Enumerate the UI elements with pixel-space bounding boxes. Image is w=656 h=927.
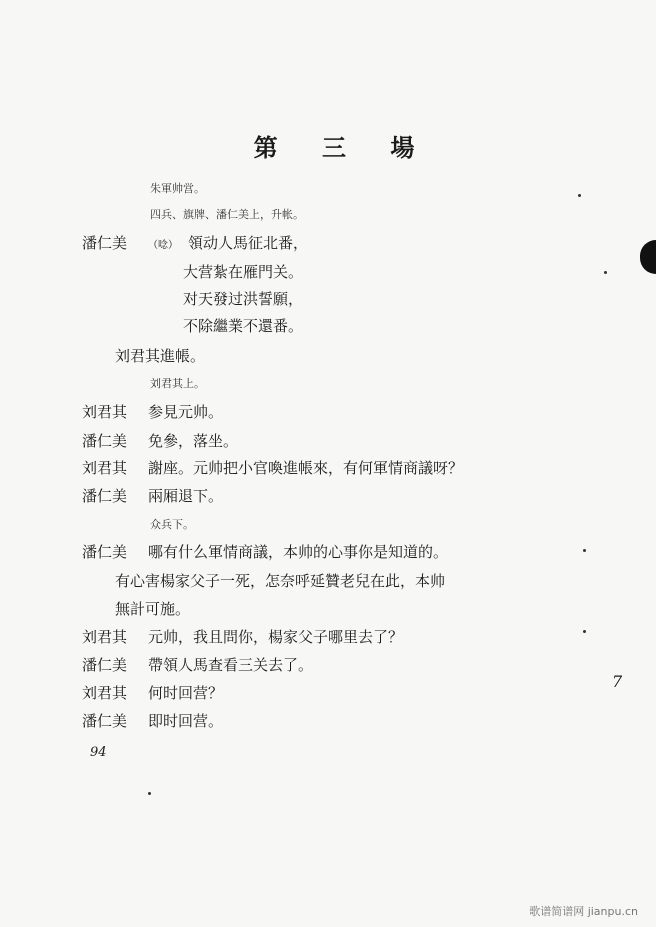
scan-speck [583,549,586,552]
stage-direction: 朱軍帅営。 [150,182,205,195]
stage-direction: 众兵下。 [150,518,194,531]
aside-note: （唸） [148,240,178,251]
speaker-name: 刘君其 [82,403,128,421]
dialogue-text: 領动人馬征北番， [188,234,309,252]
dialogue-text: 免參，落坐。 [148,432,239,450]
speaker-name: 刘君其 [82,459,128,477]
dialogue-line [82,401,223,422]
dialogue-text: 帶領人馬查看三关去了。 [148,656,314,674]
scan-edge-shadow [640,240,656,274]
page-number: 94 [90,745,107,760]
dialogue-text: 参見元帅。 [148,403,224,421]
scan-speck [604,271,607,274]
scan-speck [583,630,586,633]
speaker-name: 刘君其 [82,628,128,646]
dialogue-line [82,682,223,703]
dialogue-line [82,626,403,647]
dialogue-continuation: 有心害楊家父子一死，怎奈呼延贊老兒在此，本帅 [115,572,446,590]
stage-direction: 四兵、旗牌、潘仁美上，升帐。 [150,208,304,221]
speaker-name: 潘仁美 [82,234,128,252]
dialogue-text: 元帅，我且問你，楊家父子哪里去了？ [148,628,404,646]
speaker-name: 潘仁美 [82,656,128,674]
scene-title: 第 三 場 [253,133,433,162]
verse-line: 大营紮在雁門关。 [183,263,304,281]
dialogue-line: 刘君其進帳。 [115,347,206,365]
scan-speck [148,792,151,795]
dialogue-line [82,710,223,731]
margin-mark: 7 [612,672,623,691]
dialogue-line [82,430,238,451]
dialogue-line [82,232,308,253]
dialogue-text: 哪有什么軍情商議，本帅的心事你是知道的。 [148,543,449,561]
dialogue-line [82,485,223,506]
speaker-name: 潘仁美 [82,543,128,561]
stage-direction: 刘君其上。 [150,377,205,390]
dialogue-text: 何时回营？ [148,684,224,702]
dialogue-text: 即时回营。 [148,712,224,730]
verse-line: 不除繼業不還番。 [183,317,304,335]
dialogue-text: 兩厢退下。 [148,487,224,505]
verse-line: 对天發过洪誓願， [183,290,304,308]
dialogue-line [82,457,463,478]
speaker-name: 潘仁美 [82,487,128,505]
speaker-name: 潘仁美 [82,712,128,730]
speaker-name: 刘君其 [82,684,128,702]
dialogue-line [82,654,313,675]
dialogue-text: 謝座。元帅把小官喚進帳來，有何軍情商議呀？ [148,459,464,477]
dialogue-continuation: 無計可施。 [115,600,191,618]
speaker-name: 潘仁美 [82,432,128,450]
scan-speck [578,194,581,197]
watermark: 歌谱简谱网 jianpu.cn [529,905,638,918]
dialogue-line [82,541,448,562]
